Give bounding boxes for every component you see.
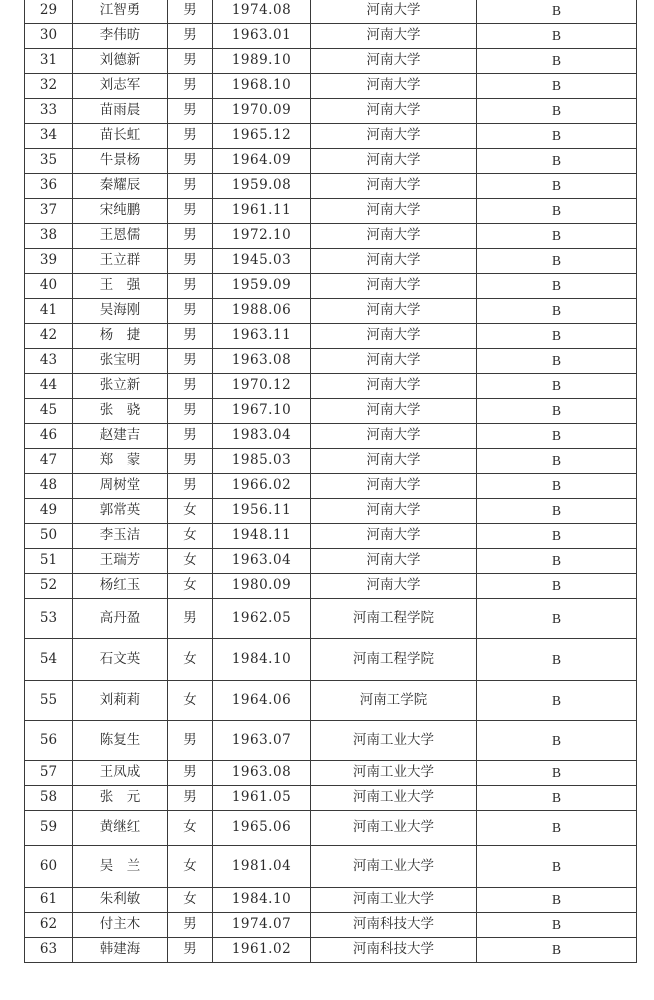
gender-cell: 男 [168, 224, 213, 249]
row-number: 40 [25, 274, 73, 299]
institution-cell: 河南大学 [311, 549, 477, 574]
birth-date-cell: 1965.06 [213, 811, 311, 846]
birth-date-cell: 1980.09 [213, 574, 311, 599]
row-number: 63 [25, 938, 73, 963]
grade-cell: B [477, 324, 637, 349]
grade-cell: B [477, 299, 637, 324]
gender-cell: 男 [168, 274, 213, 299]
gender-cell: 女 [168, 574, 213, 599]
name-cell: 张宝明 [73, 349, 168, 374]
grade-cell: B [477, 249, 637, 274]
table-row [25, 74, 637, 99]
birth-date-cell: 1945.03 [213, 249, 311, 274]
gender-cell: 男 [168, 761, 213, 786]
gender-cell: 男 [168, 721, 213, 761]
grade-cell: B [477, 449, 637, 474]
table-row [25, 474, 637, 499]
row-number: 48 [25, 474, 73, 499]
gender-cell: 男 [168, 424, 213, 449]
name-cell: 刘德新 [73, 49, 168, 74]
institution-cell: 河南科技大学 [311, 938, 477, 963]
grade-cell: B [477, 124, 637, 149]
name-cell: 郑 蒙 [73, 449, 168, 474]
institution-cell: 河南大学 [311, 24, 477, 49]
grade-cell: B [477, 499, 637, 524]
row-number: 36 [25, 174, 73, 199]
institution-cell: 河南工业大学 [311, 786, 477, 811]
name-cell: 高丹盈 [73, 599, 168, 639]
name-cell: 王 强 [73, 274, 168, 299]
table-row [25, 424, 637, 449]
birth-date-cell: 1968.10 [213, 74, 311, 99]
name-cell: 吴海刚 [73, 299, 168, 324]
row-number: 43 [25, 349, 73, 374]
birth-date-cell: 1985.03 [213, 449, 311, 474]
institution-cell: 河南工业大学 [311, 721, 477, 761]
gender-cell: 男 [168, 913, 213, 938]
grade-cell: B [477, 599, 637, 639]
table-row [25, 99, 637, 124]
grade-cell: B [477, 524, 637, 549]
name-cell: 江智勇 [73, 0, 168, 24]
row-number: 53 [25, 599, 73, 639]
name-cell: 付主木 [73, 913, 168, 938]
gender-cell: 男 [168, 374, 213, 399]
row-number: 44 [25, 374, 73, 399]
roster-table [24, 0, 637, 963]
grade-cell: B [477, 888, 637, 913]
row-number: 47 [25, 449, 73, 474]
name-cell: 黄继红 [73, 811, 168, 846]
grade-cell: B [477, 49, 637, 74]
grade-cell: B [477, 846, 637, 888]
institution-cell: 河南大学 [311, 124, 477, 149]
table-row [25, 499, 637, 524]
birth-date-cell: 1984.10 [213, 639, 311, 681]
gender-cell: 男 [168, 199, 213, 224]
institution-cell: 河南工业大学 [311, 811, 477, 846]
birth-date-cell: 1959.08 [213, 174, 311, 199]
name-cell: 李伟昉 [73, 24, 168, 49]
name-cell: 王凤成 [73, 761, 168, 786]
birth-date-cell: 1966.02 [213, 474, 311, 499]
gender-cell: 女 [168, 811, 213, 846]
institution-cell: 河南大学 [311, 349, 477, 374]
gender-cell: 男 [168, 474, 213, 499]
name-cell: 秦耀辰 [73, 174, 168, 199]
birth-date-cell: 1965.12 [213, 124, 311, 149]
institution-cell: 河南大学 [311, 49, 477, 74]
grade-cell: B [477, 99, 637, 124]
birth-date-cell: 1963.04 [213, 549, 311, 574]
gender-cell: 男 [168, 124, 213, 149]
gender-cell: 男 [168, 149, 213, 174]
name-cell: 苗雨晨 [73, 99, 168, 124]
grade-cell: B [477, 938, 637, 963]
row-number: 42 [25, 324, 73, 349]
grade-cell: B [477, 913, 637, 938]
table-row [25, 524, 637, 549]
name-cell: 张 元 [73, 786, 168, 811]
name-cell: 刘志军 [73, 74, 168, 99]
gender-cell: 男 [168, 99, 213, 124]
table-row [25, 24, 637, 49]
gender-cell: 女 [168, 549, 213, 574]
birth-date-cell: 1963.07 [213, 721, 311, 761]
table-row [25, 549, 637, 574]
grade-cell: B [477, 811, 637, 846]
institution-cell: 河南工业大学 [311, 846, 477, 888]
birth-date-cell: 1974.07 [213, 913, 311, 938]
table-row [25, 199, 637, 224]
table-row [25, 249, 637, 274]
grade-cell: B [477, 786, 637, 811]
row-number: 29 [25, 0, 73, 24]
row-number: 38 [25, 224, 73, 249]
institution-cell: 河南大学 [311, 524, 477, 549]
table-row [25, 399, 637, 424]
grade-cell: B [477, 399, 637, 424]
name-cell: 王立群 [73, 249, 168, 274]
birth-date-cell: 1956.11 [213, 499, 311, 524]
birth-date-cell: 1989.10 [213, 49, 311, 74]
gender-cell: 男 [168, 299, 213, 324]
grade-cell: B [477, 74, 637, 99]
gender-cell: 男 [168, 786, 213, 811]
grade-cell: B [477, 374, 637, 399]
row-number: 52 [25, 574, 73, 599]
grade-cell: B [477, 224, 637, 249]
name-cell: 朱利敏 [73, 888, 168, 913]
name-cell: 刘莉莉 [73, 681, 168, 721]
birth-date-cell: 1963.08 [213, 349, 311, 374]
gender-cell: 男 [168, 24, 213, 49]
institution-cell: 河南大学 [311, 74, 477, 99]
table-row [25, 449, 637, 474]
row-number: 58 [25, 786, 73, 811]
name-cell: 周树堂 [73, 474, 168, 499]
row-number: 45 [25, 399, 73, 424]
gender-cell: 男 [168, 74, 213, 99]
institution-cell: 河南大学 [311, 399, 477, 424]
birth-date-cell: 1961.02 [213, 938, 311, 963]
birth-date-cell: 1967.10 [213, 399, 311, 424]
table-row [25, 786, 637, 811]
name-cell: 杨红玉 [73, 574, 168, 599]
grade-cell: B [477, 24, 637, 49]
gender-cell: 男 [168, 249, 213, 274]
row-number: 51 [25, 549, 73, 574]
row-number: 41 [25, 299, 73, 324]
grade-cell: B [477, 274, 637, 299]
institution-cell: 河南大学 [311, 424, 477, 449]
grade-cell: B [477, 349, 637, 374]
name-cell: 石文英 [73, 639, 168, 681]
table-row [25, 299, 637, 324]
birth-date-cell: 1970.09 [213, 99, 311, 124]
row-number: 30 [25, 24, 73, 49]
institution-cell: 河南大学 [311, 0, 477, 24]
birth-date-cell: 1961.11 [213, 199, 311, 224]
row-number: 50 [25, 524, 73, 549]
row-number: 35 [25, 149, 73, 174]
table-row [25, 761, 637, 786]
birth-date-cell: 1948.11 [213, 524, 311, 549]
table-row [25, 0, 637, 24]
grade-cell: B [477, 721, 637, 761]
roster-table-body [25, 0, 637, 963]
institution-cell: 河南大学 [311, 299, 477, 324]
row-number: 34 [25, 124, 73, 149]
table-row [25, 149, 637, 174]
grade-cell: B [477, 149, 637, 174]
row-number: 54 [25, 639, 73, 681]
row-number: 57 [25, 761, 73, 786]
name-cell: 杨 捷 [73, 324, 168, 349]
name-cell: 陈复生 [73, 721, 168, 761]
row-number: 39 [25, 249, 73, 274]
grade-cell: B [477, 761, 637, 786]
table-row [25, 224, 637, 249]
table-row [25, 49, 637, 74]
institution-cell: 河南大学 [311, 574, 477, 599]
table-row [25, 639, 637, 681]
institution-cell: 河南大学 [311, 499, 477, 524]
table-row [25, 274, 637, 299]
birth-date-cell: 1961.05 [213, 786, 311, 811]
institution-cell: 河南大学 [311, 449, 477, 474]
gender-cell: 女 [168, 846, 213, 888]
table-row [25, 174, 637, 199]
row-number: 60 [25, 846, 73, 888]
gender-cell: 女 [168, 681, 213, 721]
institution-cell: 河南大学 [311, 199, 477, 224]
birth-date-cell: 1972.10 [213, 224, 311, 249]
table-row [25, 124, 637, 149]
gender-cell: 男 [168, 49, 213, 74]
institution-cell: 河南大学 [311, 324, 477, 349]
grade-cell: B [477, 0, 637, 24]
table-row [25, 324, 637, 349]
institution-cell: 河南大学 [311, 224, 477, 249]
institution-cell: 河南大学 [311, 99, 477, 124]
birth-date-cell: 1974.08 [213, 0, 311, 24]
institution-cell: 河南大学 [311, 474, 477, 499]
institution-cell: 河南工程学院 [311, 599, 477, 639]
birth-date-cell: 1988.06 [213, 299, 311, 324]
gender-cell: 男 [168, 599, 213, 639]
name-cell: 张立新 [73, 374, 168, 399]
birth-date-cell: 1984.10 [213, 888, 311, 913]
grade-cell: B [477, 474, 637, 499]
name-cell: 吴 兰 [73, 846, 168, 888]
grade-cell: B [477, 574, 637, 599]
name-cell: 张 骁 [73, 399, 168, 424]
birth-date-cell: 1963.11 [213, 324, 311, 349]
name-cell: 赵建吉 [73, 424, 168, 449]
row-number: 32 [25, 74, 73, 99]
table-row [25, 938, 637, 963]
birth-date-cell: 1970.12 [213, 374, 311, 399]
table-row [25, 599, 637, 639]
table-row [25, 374, 637, 399]
row-number: 31 [25, 49, 73, 74]
row-number: 59 [25, 811, 73, 846]
name-cell: 郭常英 [73, 499, 168, 524]
table-row [25, 811, 637, 846]
row-number: 33 [25, 99, 73, 124]
birth-date-cell: 1962.05 [213, 599, 311, 639]
table-row [25, 913, 637, 938]
gender-cell: 男 [168, 324, 213, 349]
row-number: 46 [25, 424, 73, 449]
gender-cell: 女 [168, 499, 213, 524]
birth-date-cell: 1983.04 [213, 424, 311, 449]
table-row [25, 349, 637, 374]
institution-cell: 河南工业大学 [311, 888, 477, 913]
name-cell: 韩建海 [73, 938, 168, 963]
row-number: 62 [25, 913, 73, 938]
gender-cell: 男 [168, 349, 213, 374]
grade-cell: B [477, 174, 637, 199]
gender-cell: 男 [168, 0, 213, 24]
table-row [25, 888, 637, 913]
name-cell: 李玉洁 [73, 524, 168, 549]
gender-cell: 男 [168, 449, 213, 474]
birth-date-cell: 1959.09 [213, 274, 311, 299]
table-row [25, 721, 637, 761]
institution-cell: 河南工程学院 [311, 639, 477, 681]
birth-date-cell: 1981.04 [213, 846, 311, 888]
institution-cell: 河南大学 [311, 274, 477, 299]
grade-cell: B [477, 639, 637, 681]
birth-date-cell: 1964.09 [213, 149, 311, 174]
birth-date-cell: 1964.06 [213, 681, 311, 721]
institution-cell: 河南大学 [311, 149, 477, 174]
gender-cell: 女 [168, 524, 213, 549]
table-row [25, 681, 637, 721]
institution-cell: 河南大学 [311, 249, 477, 274]
name-cell: 王恩儒 [73, 224, 168, 249]
institution-cell: 河南大学 [311, 374, 477, 399]
row-number: 61 [25, 888, 73, 913]
institution-cell: 河南大学 [311, 174, 477, 199]
institution-cell: 河南工学院 [311, 681, 477, 721]
institution-cell: 河南工业大学 [311, 761, 477, 786]
row-number: 56 [25, 721, 73, 761]
table-row [25, 846, 637, 888]
grade-cell: B [477, 199, 637, 224]
institution-cell: 河南科技大学 [311, 913, 477, 938]
name-cell: 宋纯鹏 [73, 199, 168, 224]
gender-cell: 女 [168, 639, 213, 681]
name-cell: 牛景杨 [73, 149, 168, 174]
grade-cell: B [477, 549, 637, 574]
gender-cell: 女 [168, 888, 213, 913]
row-number: 37 [25, 199, 73, 224]
name-cell: 苗长虹 [73, 124, 168, 149]
gender-cell: 男 [168, 174, 213, 199]
gender-cell: 男 [168, 399, 213, 424]
gender-cell: 男 [168, 938, 213, 963]
grade-cell: B [477, 424, 637, 449]
birth-date-cell: 1963.01 [213, 24, 311, 49]
grade-cell: B [477, 681, 637, 721]
name-cell: 王瑞芳 [73, 549, 168, 574]
row-number: 55 [25, 681, 73, 721]
row-number: 49 [25, 499, 73, 524]
table-row [25, 574, 637, 599]
birth-date-cell: 1963.08 [213, 761, 311, 786]
